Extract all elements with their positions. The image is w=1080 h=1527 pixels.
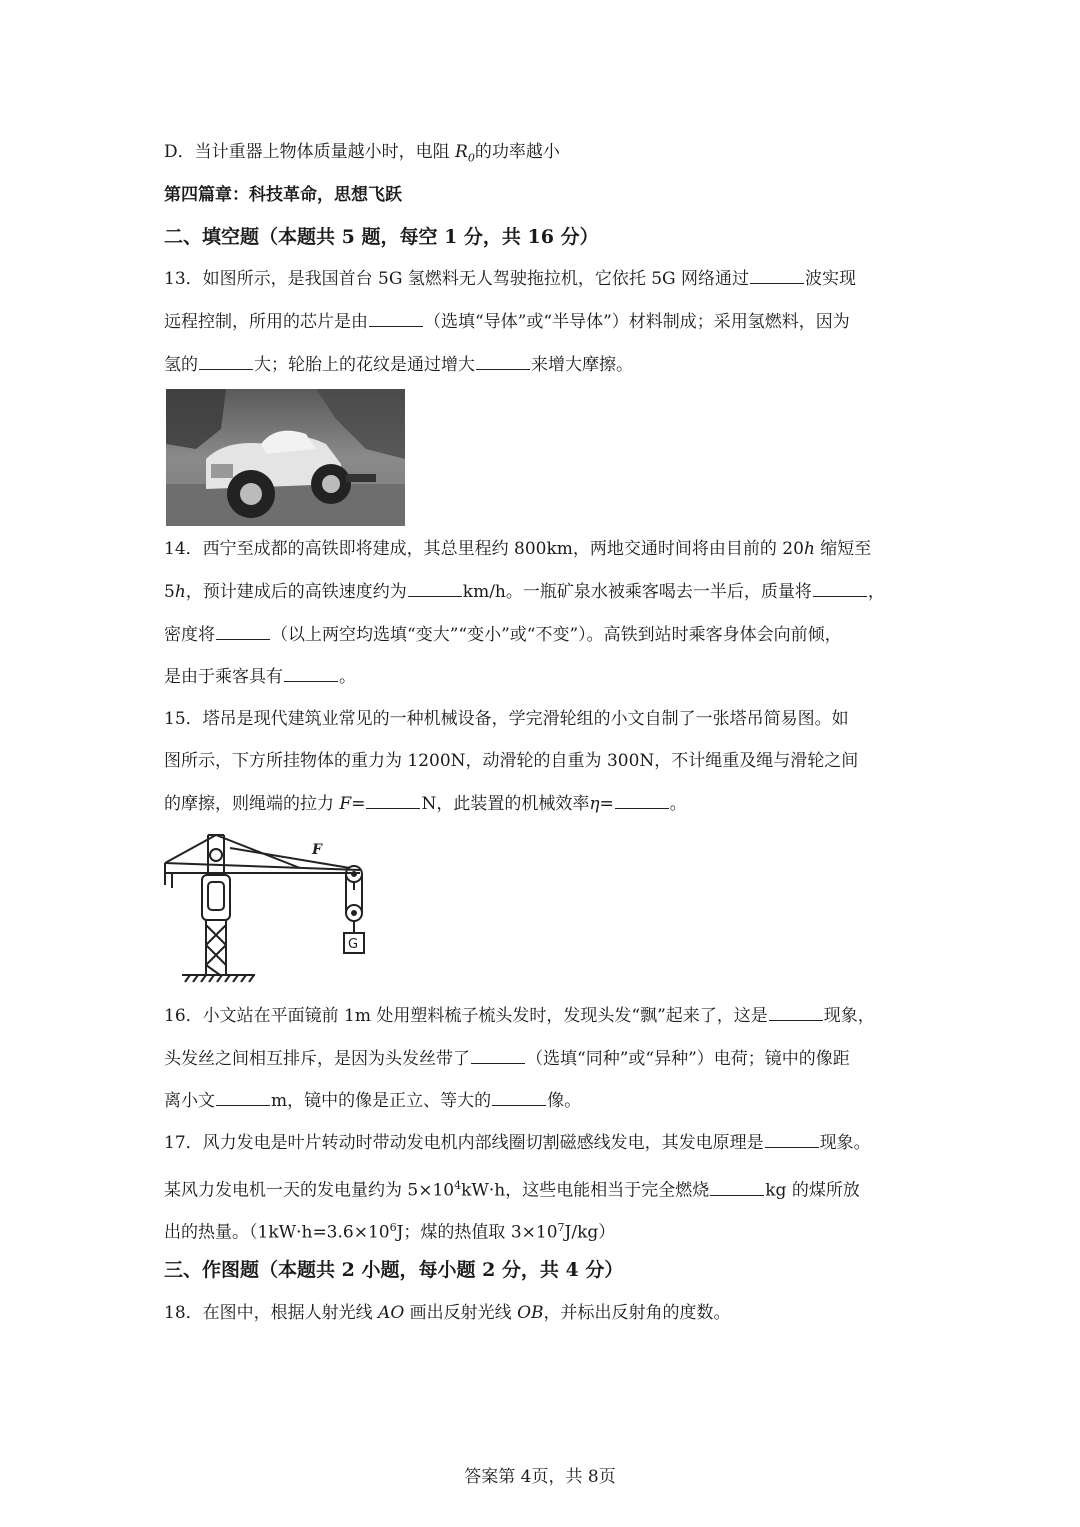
q14-line4: 是由于乘客具有 。 (164, 667, 356, 687)
q14-line3: 密度将 （以上两空均选填“变大”“变小”或“不变”）。高铁到站时乘客身体会向前倾， (164, 625, 842, 645)
q17-line1: 17．风力发电是叶片转动时带动发电机内部线圈切割磁感线发电，其发电原理是 现象。 (164, 1133, 871, 1153)
q15-line1: 15．塔吊是现代建筑业常见的一种机械设备，学完滑轮组的小文自制了一张塔吊简易图。如 (164, 709, 849, 729)
q15-line3: 的摩擦，则绳端的拉力 F= N，此装置的机械效率η= 。 (164, 794, 687, 814)
page-footer: 答案第 4页，共 8页 (464, 1467, 616, 1487)
answer-blank[interactable] (216, 1089, 270, 1106)
q13-line2: 远程控制，所用的芯片是由 （选填“导体”或“半导体”）材料制成；采用氢燃料，因为 (164, 312, 850, 332)
q15-line2: 图所示，下方所挂物体的重力为 1200N，动滑轮的自重为 300N，不计绳重及绳与滑轮之间 (164, 751, 859, 771)
answer-blank[interactable] (471, 1047, 525, 1064)
crane-svg (160, 830, 380, 985)
section-title-drawing: 三、作图题（本题共 2 小题，每小题 2 分，共 4 分） (164, 1259, 624, 1281)
answer-blank[interactable] (366, 792, 420, 809)
option-d: D．当计重器上物体质量越小时，电阻 $R_0$的功率越小 (164, 142, 560, 165)
tractor-image (166, 389, 405, 526)
section-title-fill-blank: 二、填空题（本题共 5 题，每空 1 分，共 16 分） (164, 226, 599, 248)
answer-blank[interactable] (476, 353, 530, 370)
q16-line1: 16．小文站在平面镜前 1m 处用塑料梳子梳头发时，发现头发“飘”起来了，这是 现象， (164, 1006, 875, 1026)
answer-blank[interactable] (769, 1004, 823, 1021)
tower-crane-diagram (160, 830, 380, 985)
answer-blank[interactable] (216, 623, 270, 640)
q16-line2: 头发丝之间相互排斥，是因为头发丝带了 （选填“同种”或“异种”）电荷；镜中的像距 (164, 1049, 850, 1069)
answer-blank[interactable] (199, 353, 253, 370)
tractor-photo (166, 389, 405, 526)
q16-line3: 离小文 m，镜中的像是正立、等大的 像。 (164, 1091, 582, 1111)
chapter-title: 第四篇章：科技革命，思想飞跃 (164, 185, 402, 205)
q14-line1: 14．西宁至成都的高铁即将建成，其总里程约 800km，两地交通时间将由目前的 20h 缩短至 (164, 539, 872, 559)
answer-blank[interactable] (408, 580, 462, 597)
q13-line1: 13．如图所示，是我国首台 5G 氢燃料无人驾驶拖拉机，它依托 5G 网络通过 波实现 (164, 269, 857, 289)
answer-blank[interactable] (750, 267, 804, 284)
q17-line2: 某风力发电机一天的发电量约为 $5\times 10^4kW\cdot h$，这些电能相当于完全燃烧 kg 的煤所放 (164, 1179, 860, 1201)
answer-blank[interactable] (369, 310, 423, 327)
answer-blank[interactable] (492, 1089, 546, 1106)
answer-blank[interactable] (765, 1131, 819, 1148)
force-label: F (312, 842, 322, 858)
q13-line3: 氢的 大；轮胎上的花纹是通过增大 来增大摩擦。 (164, 355, 633, 375)
answer-blank[interactable] (813, 580, 867, 597)
q17-line3: 出的热量。（$1kW\cdot h=3.6\times 10^6J$；煤的热值取 $3\times 10^7J/kg$） (164, 1221, 616, 1243)
answer-blank[interactable] (615, 792, 669, 809)
answer-blank[interactable] (710, 1179, 764, 1196)
q14-line2: 5h，预计建成后的高铁速度约为 km/h。一瓶矿泉水被乘客喝去一半后，质量将 ， (164, 582, 885, 602)
weight-label: G (348, 937, 359, 952)
answer-blank[interactable] (284, 665, 338, 682)
q18-line1: 18．在图中，根据人射光线 AO 画出反射光线 OB，并标出反射角的度数。 (164, 1303, 731, 1323)
